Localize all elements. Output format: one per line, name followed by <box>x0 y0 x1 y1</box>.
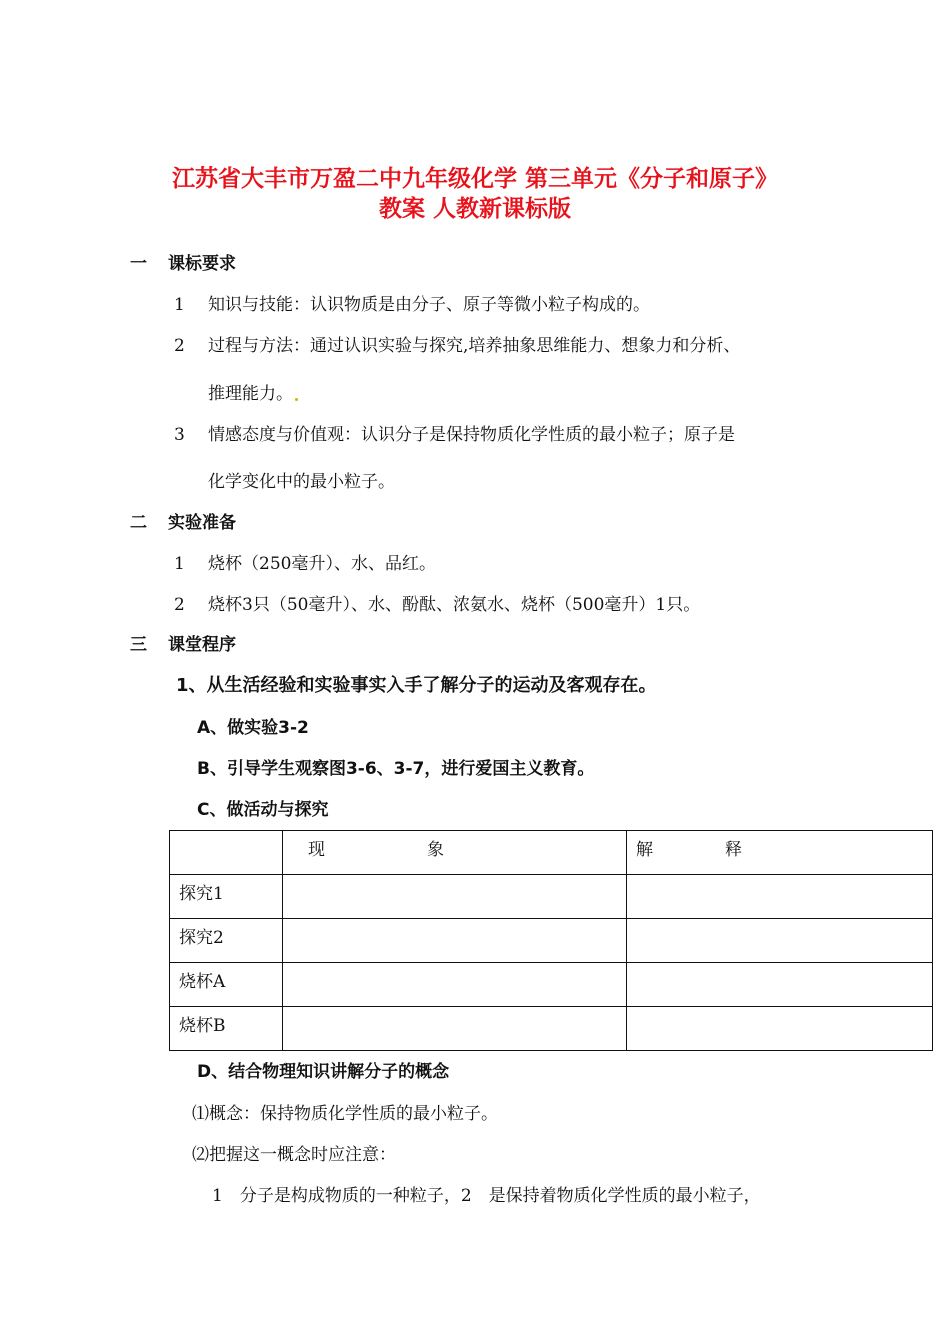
row-explanation-cell <box>627 875 933 919</box>
mark-dot <box>295 398 298 401</box>
table-row <box>170 875 933 919</box>
row-explanation-cell <box>627 919 933 963</box>
concept-note: ⑵把握这一概念时应注意： <box>192 1145 396 1165</box>
table-row <box>170 919 933 963</box>
row-phenomenon-cell <box>283 919 627 963</box>
table-header-explanation <box>627 831 933 875</box>
item-text: 知识与技能：认识物质是由分子、原子等微小粒子构成的。 <box>208 295 650 315</box>
section-1-item-1 <box>174 290 650 315</box>
row-explanation-cell <box>627 963 933 1007</box>
inquiry-table <box>169 830 933 1051</box>
procedure-step-1: 1、从生活经验和实验事实入手了解分子的运动及客观存在。 <box>176 675 657 696</box>
item-text: 过程与方法：通过认识实验与探究,培养抽象思维能力、想象力和分析、 <box>208 336 741 356</box>
section-2-heading <box>130 508 236 533</box>
row-label: 探究2 <box>170 919 283 963</box>
document-title-line1: 江苏省大丰市万盈二中九年级化学 第三单元《分子和原子》 <box>171 166 778 192</box>
section-3-heading <box>130 630 236 655</box>
table-header-cell-empty <box>170 831 283 875</box>
table-row <box>170 1007 933 1051</box>
header-char: 现 <box>308 840 325 860</box>
section-1-title: 课标要求 <box>168 254 236 274</box>
section-1-item-3-continued: 化学变化中的最小粒子。 <box>208 472 395 492</box>
section-2-item-2 <box>174 590 700 615</box>
row-phenomenon-cell <box>283 1007 627 1051</box>
row-phenomenon-cell <box>283 875 627 919</box>
item-text: 烧杯3只（50毫升）、水、酚酞、浓氨水、烧杯（500毫升）1只。 <box>208 595 701 615</box>
document-title-line2: 教案 人教新课标版 <box>378 196 571 222</box>
table-header-row <box>170 831 933 875</box>
item-number: 3 <box>174 425 185 445</box>
item-number: 1 <box>174 554 185 574</box>
section-1-item-3 <box>174 420 735 445</box>
row-label: 探究1 <box>170 875 283 919</box>
header-char: 象 <box>427 840 444 860</box>
concept-definition: ⑴概念：保持物质化学性质的最小粒子。 <box>192 1104 498 1124</box>
item-text-continued: 推理能力。 <box>208 384 293 404</box>
section-1-number: 一 <box>130 254 147 274</box>
procedure-step-b: B、引导学生观察图3-6、3-7，进行爱国主义教育。 <box>197 759 595 779</box>
section-3-title: 课堂程序 <box>168 635 236 655</box>
procedure-step-a: A、做实验3-2 <box>197 718 309 738</box>
item-number: 1 <box>174 295 185 315</box>
section-2-number: 二 <box>130 513 147 533</box>
table-header-phenomenon <box>283 831 627 875</box>
section-3-number: 三 <box>130 635 147 655</box>
item-text: 情感态度与价值观：认识分子是保持物质化学性质的最小粒子；原子是 <box>208 425 735 445</box>
section-1-item-2-continued <box>208 379 298 404</box>
section-1-item-2 <box>174 331 740 356</box>
section-2-item-1 <box>174 549 436 574</box>
header-char: 解 <box>636 840 653 860</box>
procedure-step-c: C、做活动与探究 <box>197 800 329 820</box>
item-text: 烧杯（250毫升）、水、品红。 <box>208 554 436 574</box>
item-number: 2 <box>174 595 185 615</box>
section-2-title: 实验准备 <box>168 513 236 533</box>
header-char: 释 <box>725 840 742 860</box>
item-number: 2 <box>174 336 185 356</box>
table-row <box>170 963 933 1007</box>
row-label: 烧杯B <box>170 1007 283 1051</box>
row-phenomenon-cell <box>283 963 627 1007</box>
section-1-heading <box>130 249 236 274</box>
concept-note-item: 1 分子是构成物质的一种粒子，2 是保持着物质化学性质的最小粒子， <box>212 1186 761 1206</box>
procedure-step-d: D、结合物理知识讲解分子的概念 <box>197 1062 450 1082</box>
row-label: 烧杯A <box>170 963 283 1007</box>
row-explanation-cell <box>627 1007 933 1051</box>
